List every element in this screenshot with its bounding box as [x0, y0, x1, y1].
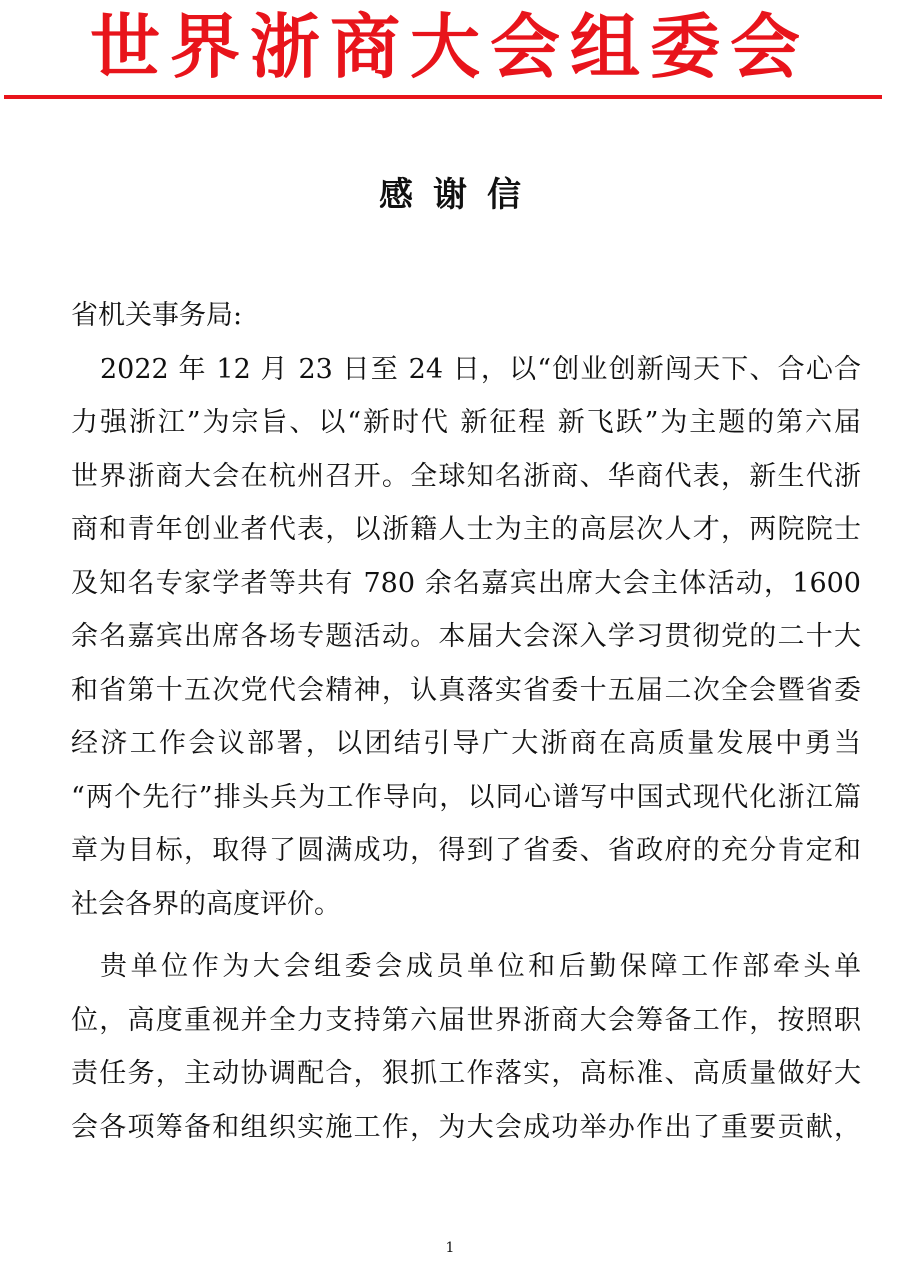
paragraph-line: 经济工作会议部署，以团结引导广大浙商在高质量发展中勇当 [71, 728, 861, 759]
paragraph-line: 商和青年创业者代表，以浙籍人士为主的高层次人才，两院院士 [71, 514, 861, 545]
paragraph-line: 力强浙江”为宗旨、以“新时代 新征程 新飞跃”为主题的第六届 [71, 407, 861, 438]
paragraph-line: 章为目标，取得了圆满成功，得到了省委、省政府的充分肯定和 [71, 835, 861, 866]
paragraphs [71, 343, 861, 1155]
paragraph-line: 位，高度重视并全力支持第六届世界浙商大会筹备工作，按照职 [71, 1004, 861, 1036]
body-paragraph [71, 343, 861, 932]
paragraph-line: 贵单位作为大会组委会成员单位和后勤保障工作部牵头单 [100, 951, 861, 982]
paragraph-line: 责任务，主动协调配合，狠抓工作落实，高标准、高质量做好大 [71, 1058, 861, 1089]
paragraph-line: 世界浙商大会在杭州召开。全球知名浙商、华商代表，新生代浙 [71, 460, 861, 492]
paragraph-line: 余名嘉宾出席各场专题活动。本届大会深入学习贯彻党的二十大 [71, 621, 861, 652]
paragraph-line: 及知名专家学者等共有 780 余名嘉宾出席大会主体活动，1600 [71, 567, 861, 599]
letterhead [0, 5, 900, 88]
document-title: 感谢信 [379, 175, 541, 215]
letterhead-divider [4, 95, 882, 99]
letter-body [71, 289, 861, 1154]
body-paragraph [71, 940, 861, 1154]
paragraph-line: 社会各界的高度评价。 [71, 888, 341, 920]
paragraph-line: 2022 年 12 月 23 日至 24 日，以“创业创新闯天下、合心合 [100, 353, 861, 385]
paragraph-line: 和省第十五次党代会精神，认真落实省委十五届二次全会暨省委 [71, 674, 861, 706]
page-number: 1 [445, 1240, 455, 1256]
paragraph-line: “两个先行”排头兵为工作导向，以同心谱写中国式现代化浙江篇 [71, 781, 861, 813]
salutation: 省机关事务局: [71, 300, 243, 331]
paragraph-line: 会各项筹备和组织实施工作，为大会成功举办作出了重要贡献， [71, 1111, 861, 1143]
letterhead-title: 世界浙商大会组委会 [90, 5, 810, 88]
